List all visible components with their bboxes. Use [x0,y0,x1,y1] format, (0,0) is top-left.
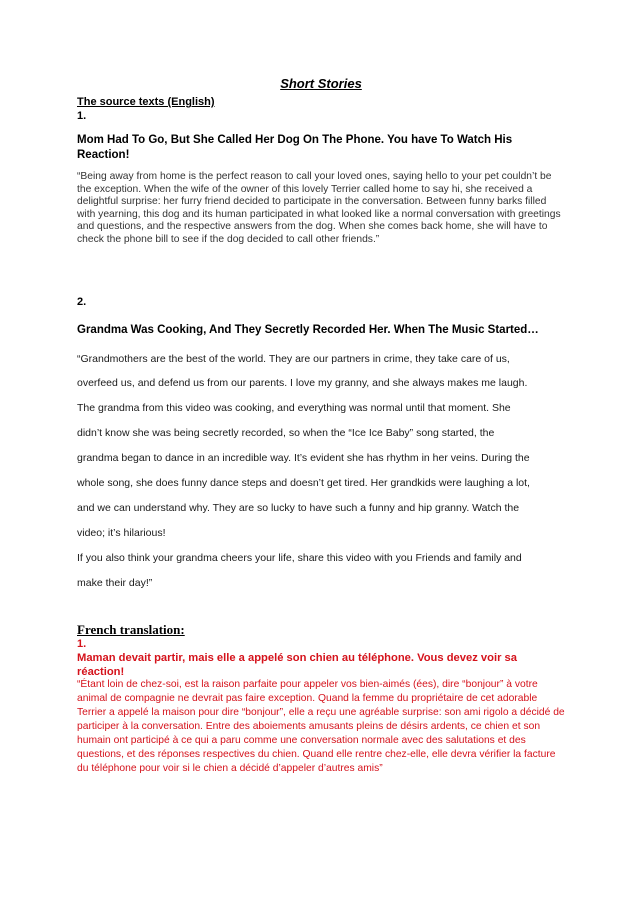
french-headline: Maman devait partir, mais elle a appelé son chien au téléphone. Vous devez voir sa réaction! [77,652,517,678]
story-2-line: “Grandmothers are the best of the world. They are our partners in crime, they take care of us, [77,353,510,365]
story-2-line: The grandma from this video was cooking, and everything was normal until that moment. She [77,402,511,414]
document-title: Short Stories [280,76,362,91]
story-2-line: and we can understand why. They are so lucky to have such a funny and hip granny. Watch the [77,502,520,514]
story-2-line: whole song, she does funny dance steps and doesn’t get tired. Her grandkids were laughing a lot, [77,477,530,489]
story-2-headline: Grandma Was Cooking, And They Secretly Recorded Her. When The Music Started… [77,324,539,336]
story-2-line: didn’t know she was being secretly recorded, so when the “Ice Ice Baby” song started, the [77,427,495,439]
story-2-line: video; it’s hilarious! [77,527,166,539]
source-texts-heading: The source texts (English) [77,96,215,108]
french-translation-heading: French translation: [77,622,185,637]
story-2-line: overfeed us, and defend us from our parents. I love my granny, and she always makes me laugh. [77,377,528,389]
french-body: “Étant loin de chez-soi, est la raison parfaite pour appeler vos bien-aimés (ées), dire “bonjour” à votre animal de compagnie ne devrait pas faire exception. Quand la femme du propriétaire de cet adorable Terrier a appelé la maison pour dire “bonjour”, elle a reçu une agréable surprise: son ami rigolo a décidé de participer à la conversation. Entre des aboiements amusants pleins de désirs ardents, ce chien et son humain ont participé à ce qui a paru comme une conversation normale avec des salutations et des questions, et des réponses respectives du chien. Quand elle rentre chez-elle, elle devra vérifier la facture du téléphone pour voir si le chien a décidé d’appeler d’autres amis” [77,679,565,774]
story-2-line: If you also think your grandma cheers your life, share this video with you Friends and family and [77,552,522,564]
story-2-number: 2. [77,296,87,308]
story-1-headline: Mom Had To Go, But She Called Her Dog On The Phone. You have To Watch His Reaction! [77,134,513,161]
story-1-body: “Being away from home is the perfect reason to call your loved ones, saying hello to your pet couldn’t be the exception. When the wife of the owner of this lovely Terrier called home to say hi, she received a delightful surprise: her furry friend decided to participate in the conversation. Between funny barks filled with yearning, this dog and its human participated in what looked like a normal conversation with greetings and questions, and the respective answers from the dog. When she comes back home, she will have to check the phone bill to see if the dog decided to call other friends.” [77,171,561,245]
story-1-number: 1. [77,110,87,122]
story-2-line: make their day!” [77,577,153,589]
story-2-line: grandma began to dance in an incredible way. It’s evident she has rhythm in her veins. During the [77,452,530,464]
french-story-number: 1. [77,638,87,650]
